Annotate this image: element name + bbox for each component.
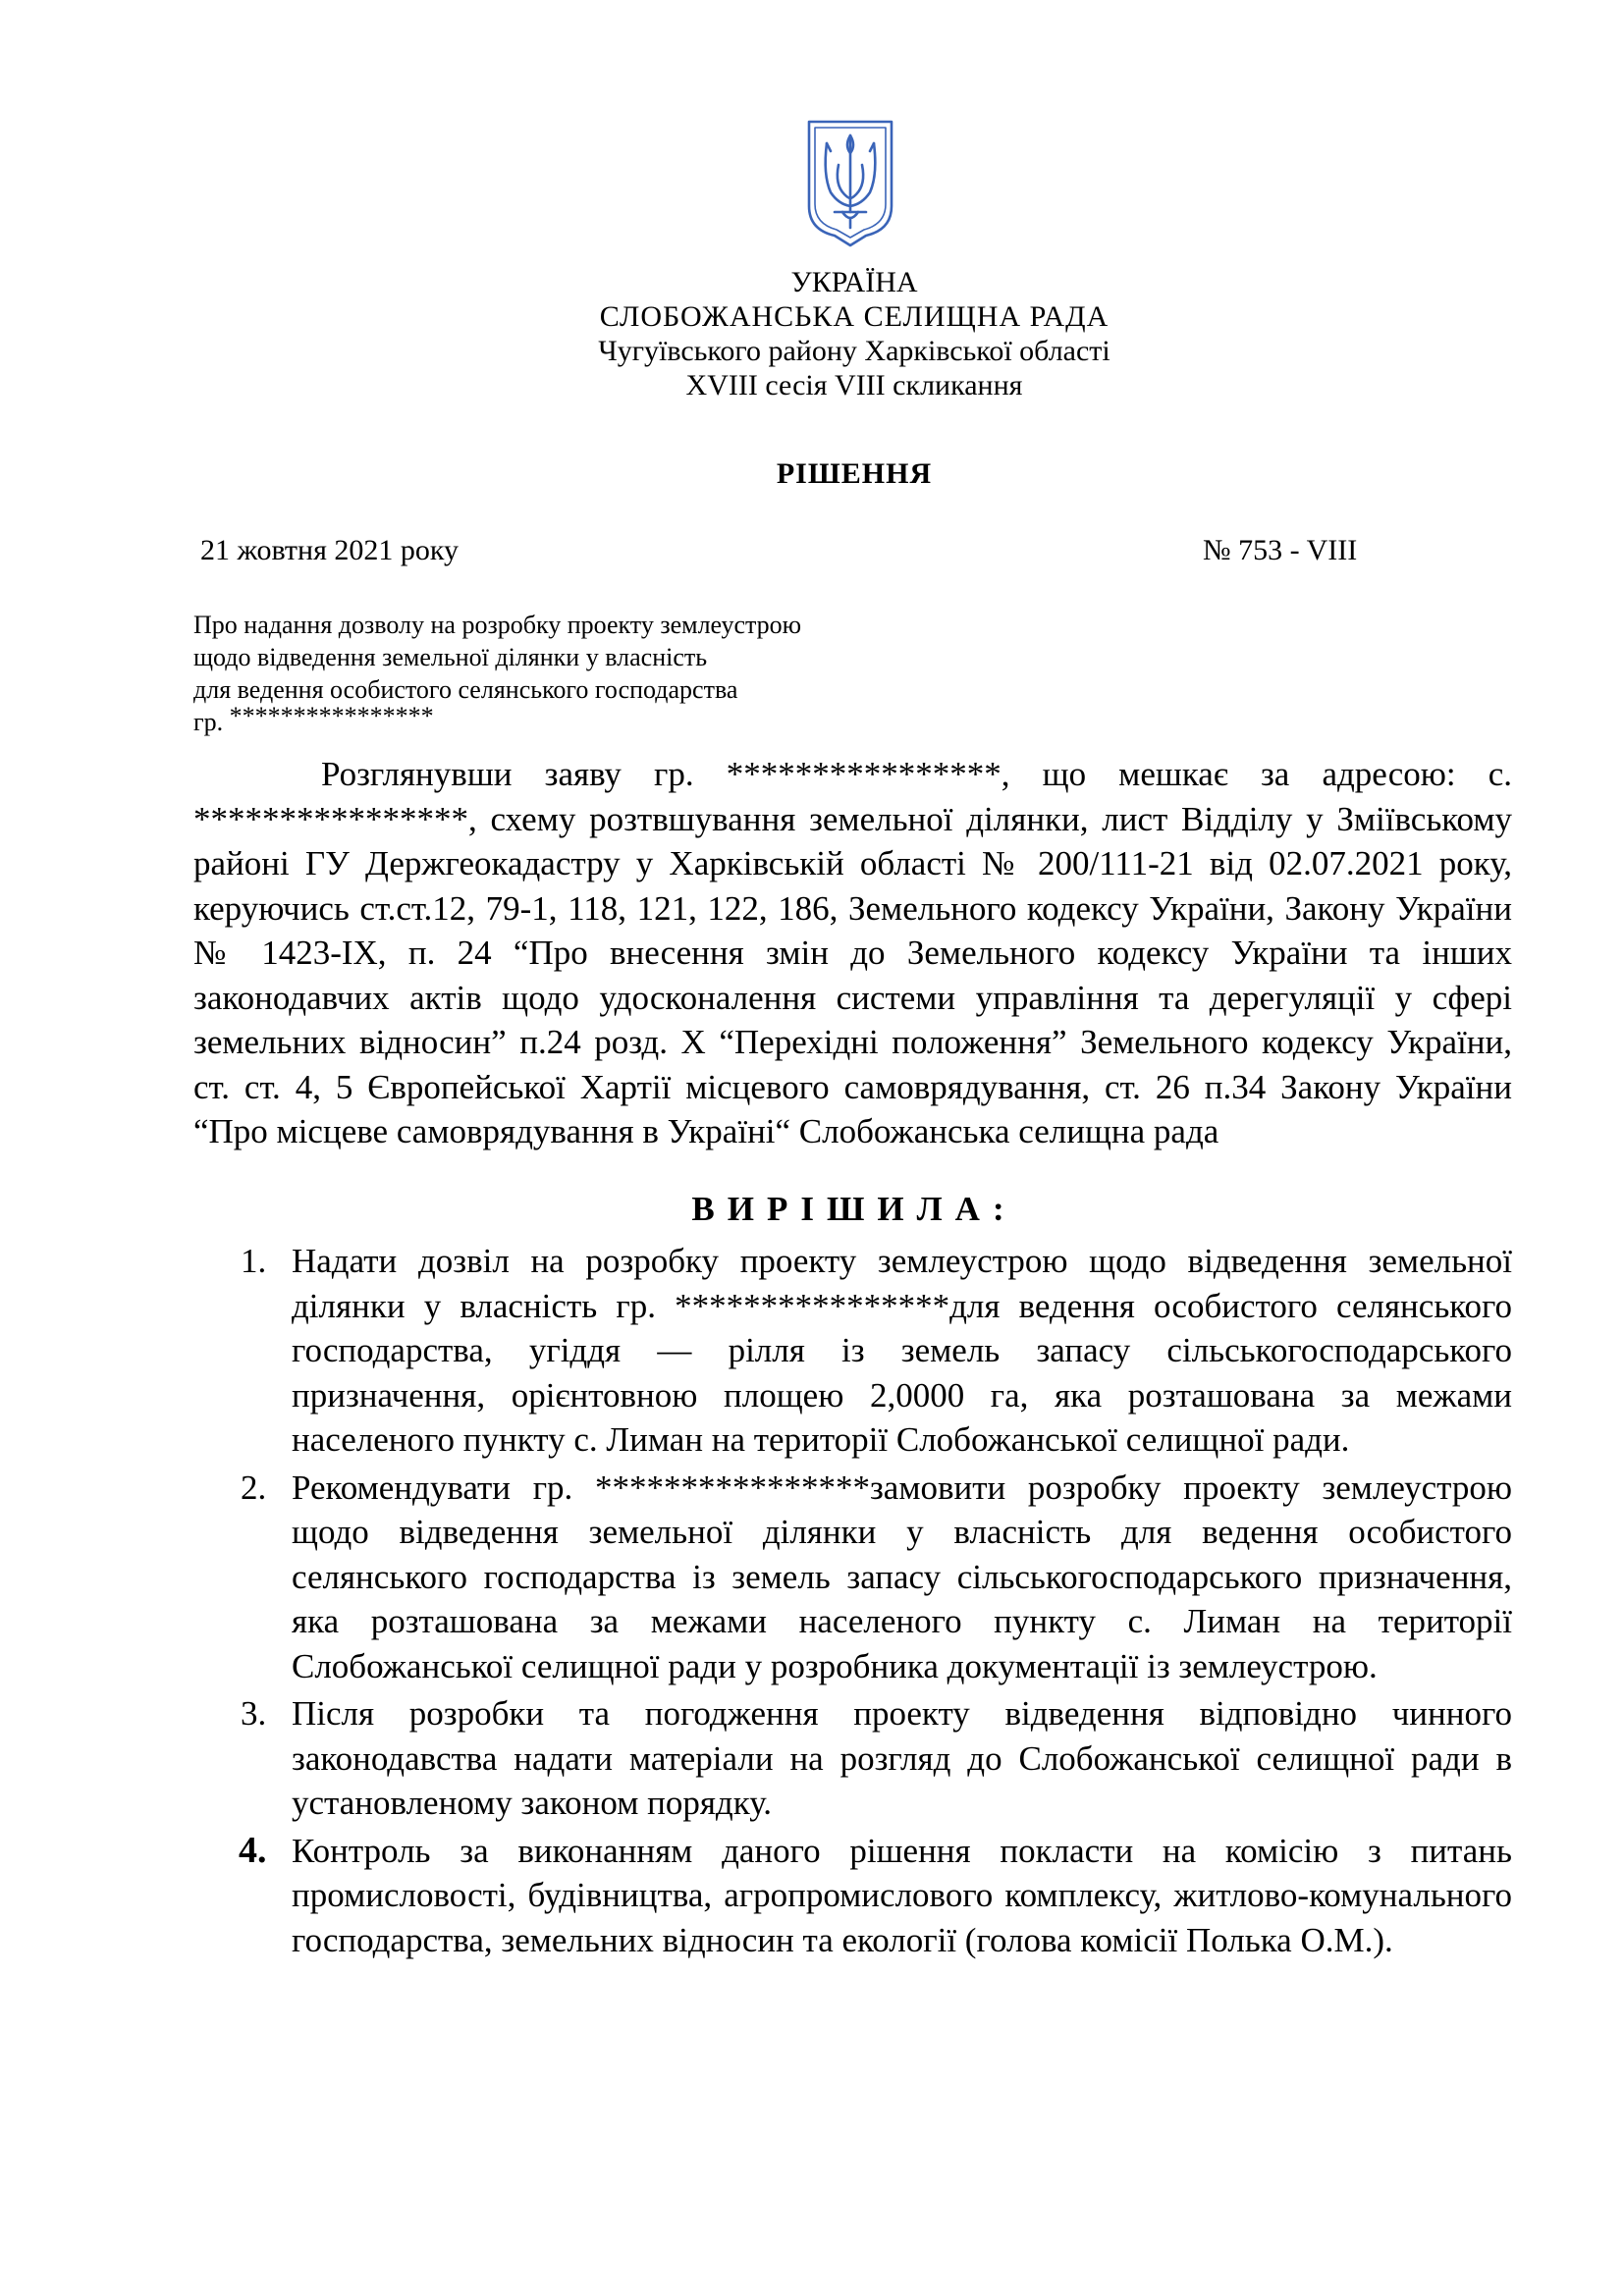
item-text: Рекомендувати гр. ****************замовити розробку проекту землеустрою щодо відведення земельної ділянки у власність для ведення особистого селянського господарства із земель запасу сільськогосподарського призначення, яка розташована за межами населеного пункту с. Лиман на території Слобожанської селищної ради у розробника документації із землеустрою. xyxy=(292,1468,1512,1685)
decision-items xyxy=(239,1239,1512,1962)
document-header xyxy=(0,265,1624,402)
subject-line xyxy=(193,702,801,738)
decision-item xyxy=(241,1466,1512,1689)
decision-item xyxy=(239,1829,1512,1963)
subject-line: для ведення особистого селянського господарства xyxy=(193,675,738,704)
item-number: 2. xyxy=(241,1468,267,1507)
subject-line: щодо відведення земельної ділянки у власність xyxy=(193,643,708,671)
item-text: Після розробки та погодження проекту відведення відповідно чинного законодавства надати матеріали на розгляд до Слобожанської селищної ради в установленому законом порядку. xyxy=(292,1694,1512,1822)
decision-item xyxy=(241,1691,1512,1826)
decision-title: РІШЕННЯ xyxy=(776,457,933,490)
decision-date: 21 жовтня 2021 року xyxy=(200,534,460,566)
resolve-heading: ВИРІШИЛА: xyxy=(691,1190,1017,1228)
subject-prefix: гр. xyxy=(193,708,230,736)
decision-item xyxy=(241,1239,1512,1463)
item-number: 1. xyxy=(241,1242,267,1280)
item-number: 4. xyxy=(239,1829,267,1871)
item-text: Надати дозвіл на розробку проекту землеустрою щодо відведення земельної ділянки у власність гр. ****************для ведення особистого селянського господарства, угіддя — рілля із земель запасу сільськогосподарського призначення, орієнтовною площею 2,0000 га, яка розташована за межами населеного пункту с. Лиман на території Слобожанської селищної ради. xyxy=(292,1242,1512,1459)
country-name: УКРАЇНА xyxy=(790,266,918,298)
item-number: 3. xyxy=(241,1694,267,1733)
council-name: СЛОБОЖАНСЬКА СЕЛИЩНА РАДА xyxy=(599,300,1110,333)
session-info: XVIII сесія VIII скликання xyxy=(685,369,1023,401)
district-name: Чугуївського району Харківської області xyxy=(598,335,1110,367)
decision-subject xyxy=(193,609,801,738)
subject-line: Про надання дозволу на розробку проекту землеустрою xyxy=(193,611,802,639)
redacted-name: **************** xyxy=(229,702,434,730)
ukraine-coat-of-arms-icon xyxy=(805,116,895,247)
decision-number: № 753 - VIII xyxy=(1203,534,1358,566)
item-text: Контроль за виконанням даного рішення покласти на комісію з питань промисловості, будівництва, агропромислового комплексу, житлово-комунального господарства, земельних відносин та екології (голова комісії Полька О.М.). xyxy=(292,1831,1512,1959)
preamble-paragraph: Розглянувши заяву гр. ****************, що мешкає за адресою: с. ****************, схему розтвшування земельної ділянки, лист Відділу у Зміївському районі ГУ Держгеокадастру у Харківській області № 200/111-21 від 02.07.2021 року, керуючись ст.ст.12, 79-1, 118, 121, 122, 186, Земельного кодексу України, Закону України № 1423-IX, п. 24 “Про внесення змін до Земельного кодексу України та інших законодавчих актів щодо удосконалення системи управління та дерегуляції у сфері земельних відносин” п.24 розд. Х “Перехідні положення” Земельного кодексу України, ст. ст. 4, 5 Європейської Хартії місцевого самоврядування, ст. 26 п.34 Закону України “Про місцеве самоврядування в Україні“ Слобожанська селищна рада xyxy=(193,755,1512,1150)
